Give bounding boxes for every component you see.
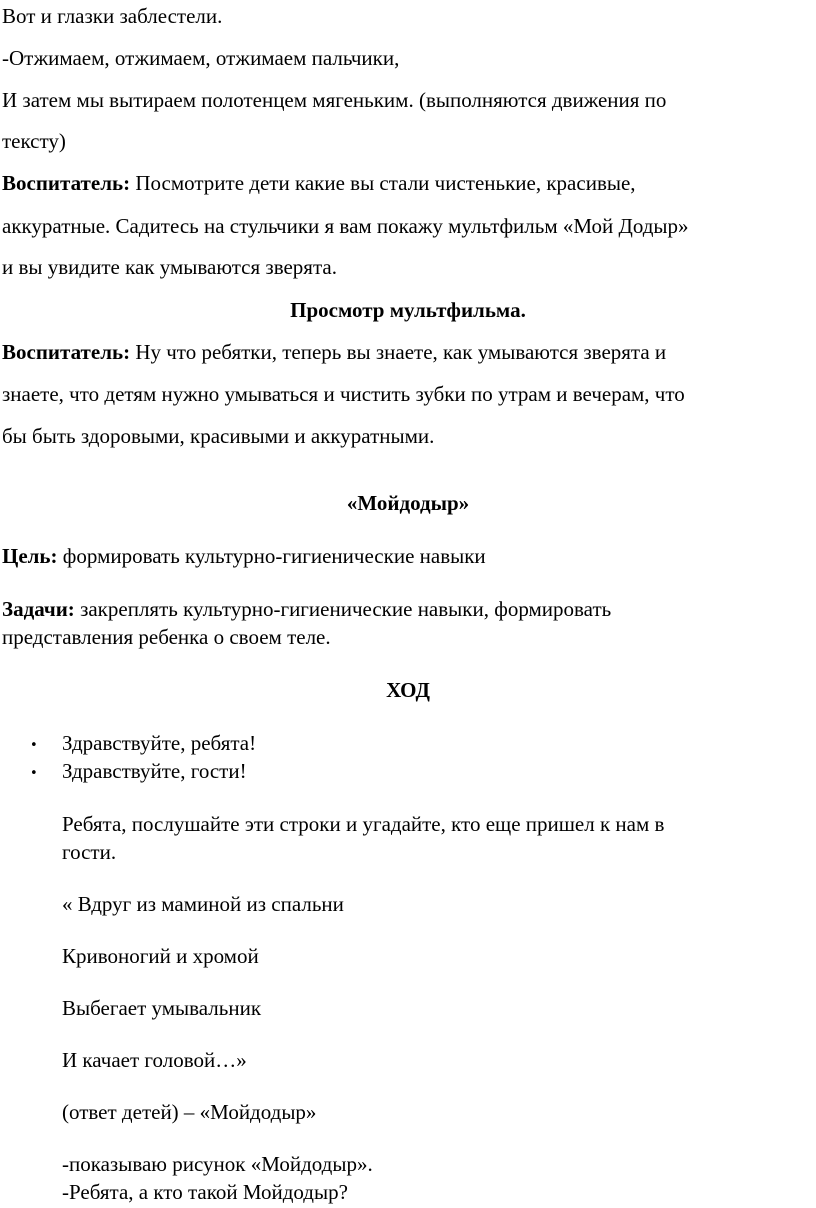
paragraph-text: тексту) (2, 129, 66, 153)
bullet-marker: • (30, 738, 38, 753)
tasks-text: представления ребенка о своем теле. (2, 625, 331, 649)
paragraph-line (2, 342, 666, 363)
paragraph-line (2, 90, 666, 111)
paragraph-line (2, 426, 434, 447)
answer-line: (ответ детей) – «Мойдодыр» (62, 1100, 317, 1124)
goal-paragraph (2, 546, 486, 567)
paragraph-line (2, 257, 337, 278)
paragraph-line (2, 216, 689, 237)
paragraph-text: бы быть здоровыми, красивыми и аккуратными. (2, 424, 435, 448)
paragraph-line (2, 131, 66, 152)
document-title: «Мойдодыр» (346, 491, 470, 515)
goal-text: формировать культурно-гигиенические навыки (57, 544, 486, 568)
tasks-paragraph-line (2, 627, 331, 648)
paragraph (2, 6, 222, 27)
speaker-label: Воспитатель: (2, 171, 131, 195)
verse-line: Выбегает умывальник (62, 996, 262, 1020)
speaker-label: Воспитатель: (2, 340, 131, 364)
paragraph-line: -Ребята, а кто такой Мойдодыр? (62, 1180, 348, 1204)
verse-line: Кривоногий и хромой (62, 944, 259, 968)
section-heading: Просмотр мультфильма. (290, 298, 526, 322)
list-item: Здравствуйте, ребята! (62, 731, 257, 755)
tasks-label: Задачи: (2, 597, 75, 621)
list-item: Здравствуйте, гости! (62, 759, 247, 783)
tasks-paragraph (2, 599, 611, 620)
bullet-marker: • (30, 766, 38, 781)
paragraph-line: -показываю рисунок «Мойдодыр». (62, 1152, 373, 1176)
verse-line: И качает головой…» (62, 1048, 247, 1072)
verse-line: « Вдруг из маминой из спальни (62, 892, 344, 916)
paragraph-text: знаете, что детям нужно умываться и чистить зубки по утрам и вечерам, что (2, 382, 685, 406)
paragraph-text: Посмотрите дети какие вы стали чистенькие, красивые, (130, 171, 636, 195)
paragraph-line: Ребята, послушайте эти строки и угадайте, кто еще пришел к нам в (62, 812, 665, 836)
paragraph-text: Ну что ребятки, теперь вы знаете, как умываются зверята и (130, 340, 667, 364)
paragraph (2, 48, 399, 69)
paragraph-line (2, 173, 636, 194)
paragraph-text: и вы увидите как умываются зверята. (2, 255, 337, 279)
paragraph-text: Вот и глазки заблестели. (2, 4, 223, 28)
paragraph-line (2, 384, 685, 405)
paragraph-text: И затем мы вытираем полотенцем мягеньким. (выполняются движения по (2, 88, 667, 112)
tasks-text: закреплять культурно-гигиенические навыки, формировать (74, 597, 612, 621)
paragraph-line: гости. (62, 840, 117, 864)
section-heading: ХОД (386, 678, 430, 702)
paragraph-text: аккуратные. Садитесь на стульчики я вам покажу мультфильм «Мой Додыр» (2, 214, 689, 238)
paragraph-text: -Отжимаем, отжимаем, отжимаем пальчики, (2, 46, 400, 70)
goal-label: Цель: (2, 544, 58, 568)
